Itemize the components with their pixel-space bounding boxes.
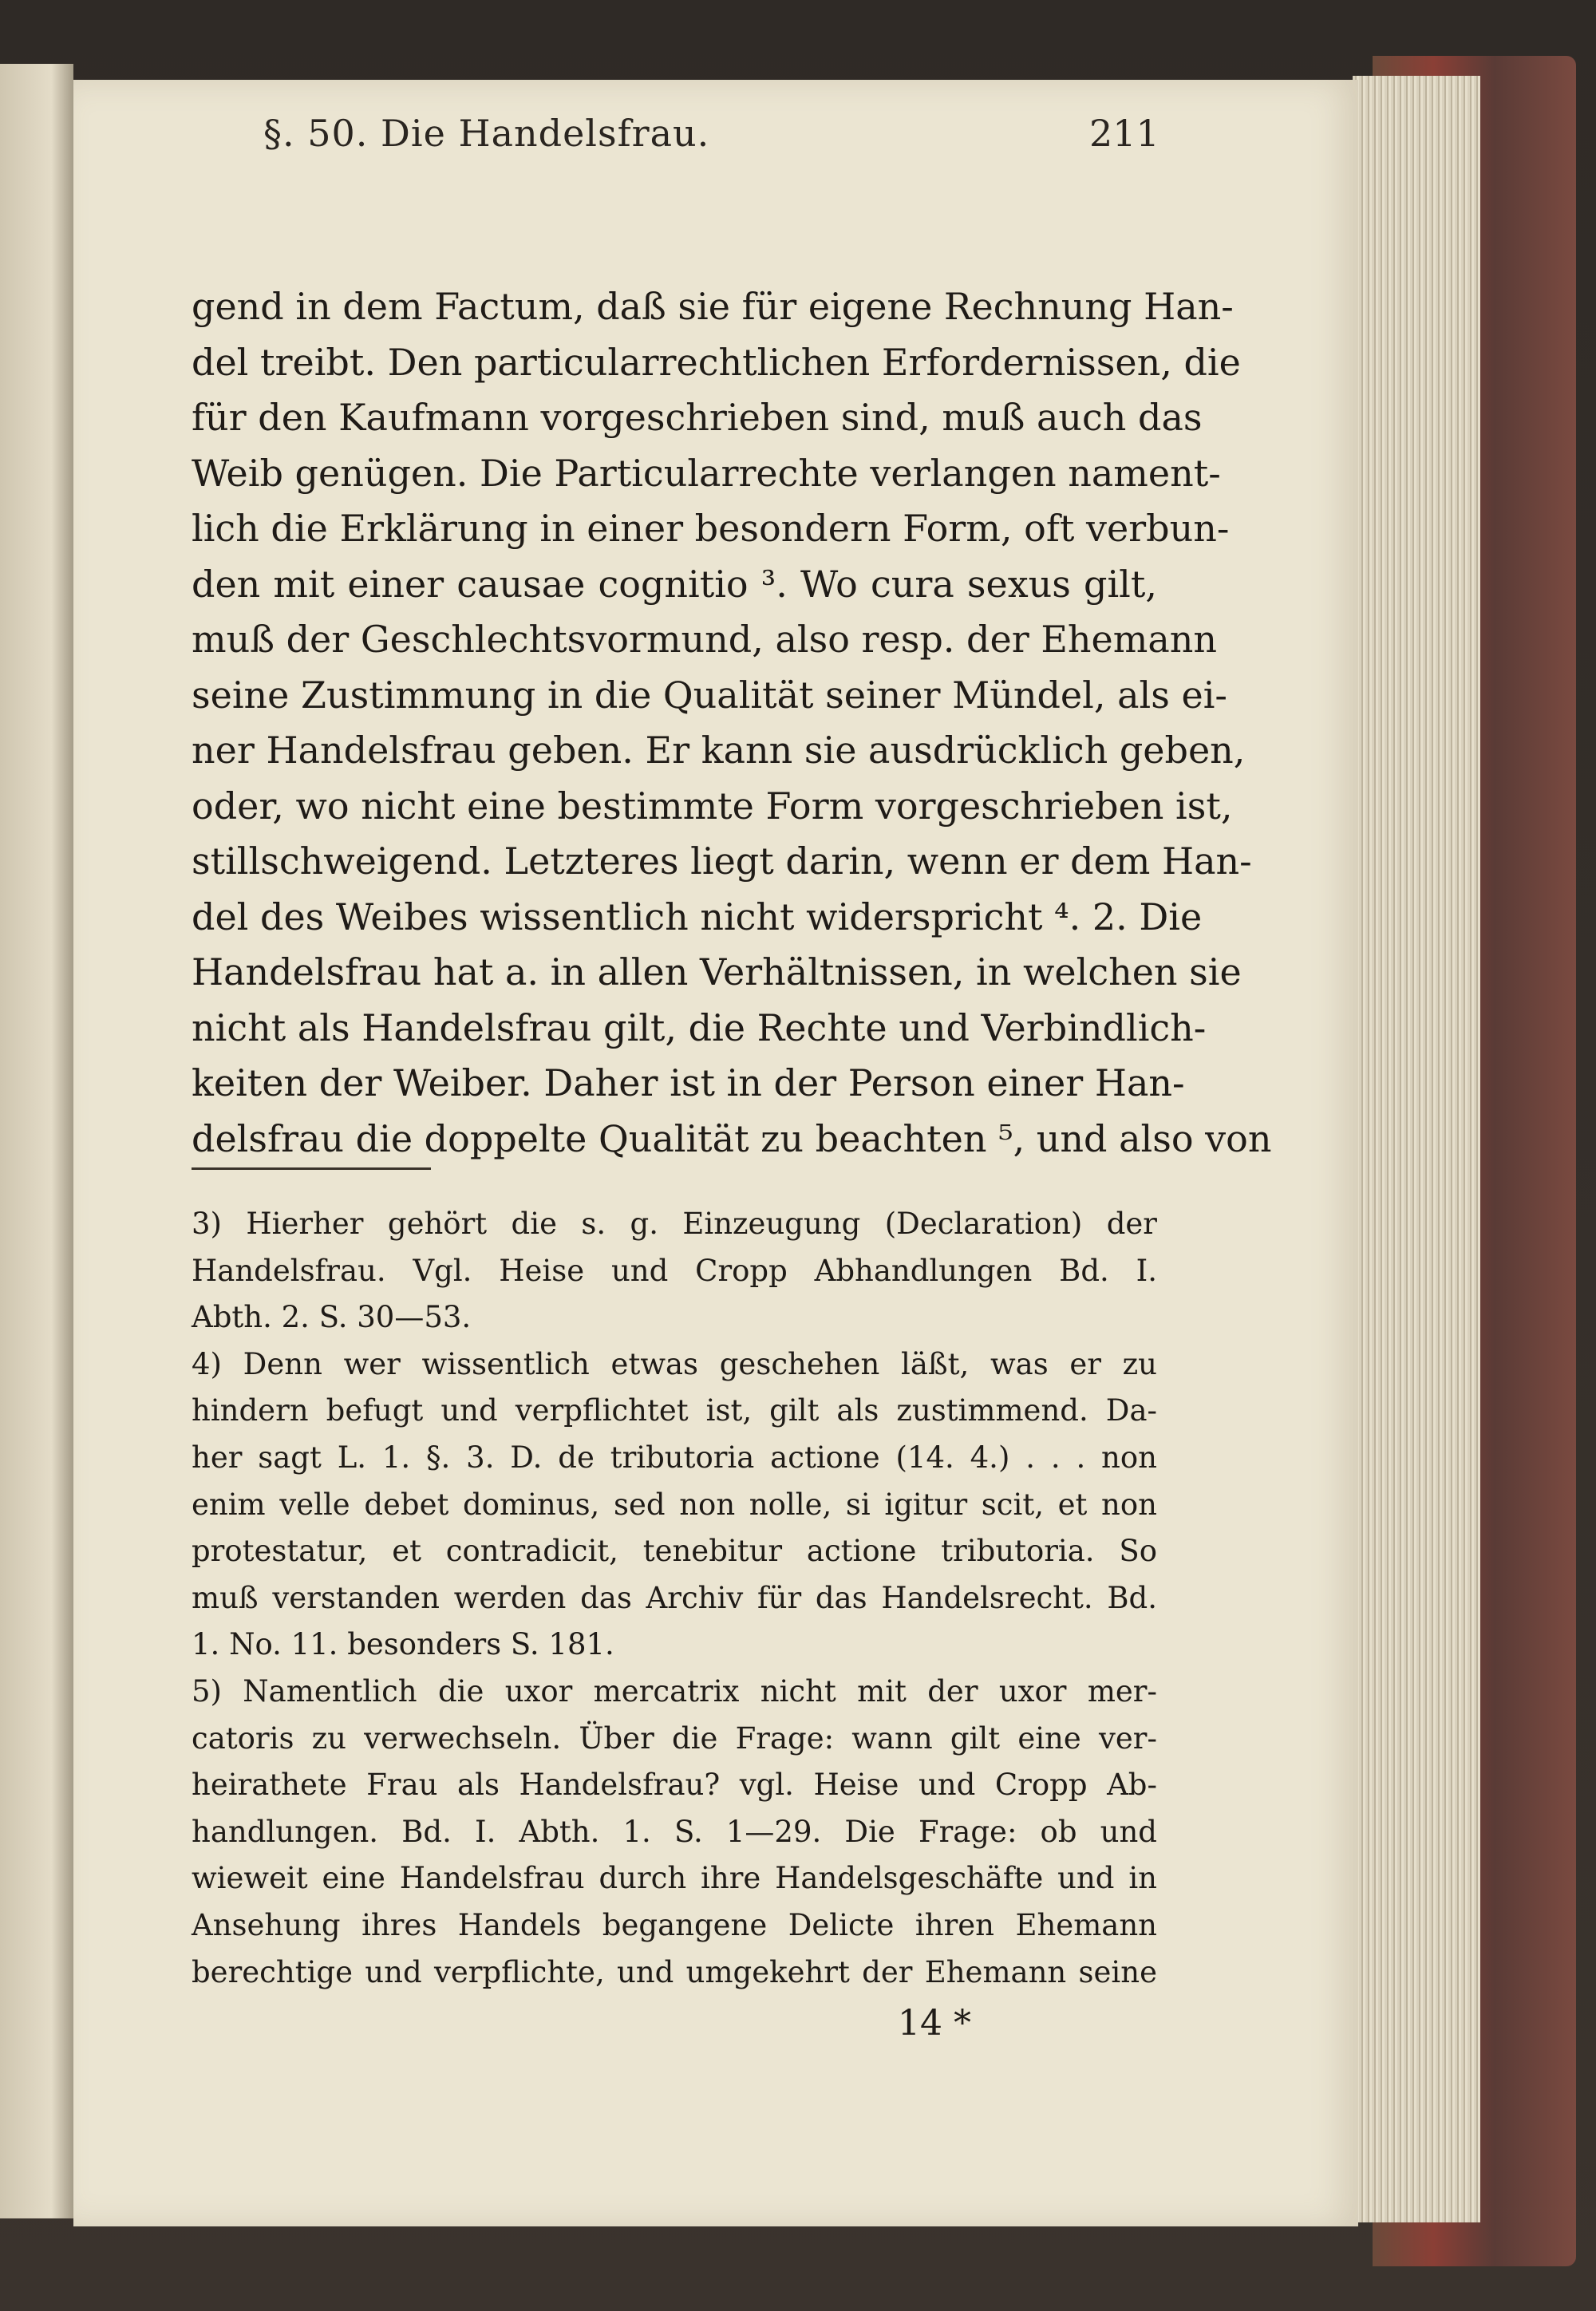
footnote-line: Handelsfrau. Vgl. Heise und Cropp Abhandlungen Bd. I.: [192, 1253, 1157, 1288]
footnote-line: 5) Namentlich die uxor mercatrix nicht mit der uxor mer-: [192, 1673, 1157, 1709]
footnote-line: hindern befugt und verpflichtet ist, gilt als zustimmend. Da-: [192, 1393, 1157, 1428]
footnote-line: 4) Denn wer wissentlich etwas geschehen läßt, was er zu: [192, 1346, 1157, 1381]
body-text: [192, 279, 1272, 1167]
body-line: del des Weibes wissentlich nicht widerspricht ⁴. 2. Die: [192, 895, 1203, 938]
body-line: delsfrau die doppelte Qualität zu beachten ⁵, und also von: [192, 1116, 1272, 1160]
body-line: stillschweigend. Letzteres liegt darin, wenn er dem Han-: [192, 839, 1252, 883]
footnote-line: heirathete Frau als Handelsfrau? vgl. Heise und Cropp Ab-: [192, 1768, 1157, 1803]
body-line: den mit einer causae cognitio ³. Wo cura sexus gilt,: [192, 562, 1157, 606]
body-line: lich die Erklärung in einer besondern Form, oft verbun-: [192, 507, 1230, 550]
running-head: §. 50. Die Handelsfrau.: [263, 112, 710, 155]
facing-page-edge: [0, 64, 73, 2218]
footnote-line: enim velle debet dominus, sed non nolle, si igitur scit, et non: [192, 1487, 1157, 1522]
footnotes: [192, 1201, 1157, 1996]
footnote-line: catoris zu verwechseln. Über die Frage: wann gilt eine ver-: [192, 1720, 1157, 1756]
body-line: Weib genügen. Die Particularrechte verlangen nament-: [192, 451, 1221, 495]
body-line: Handelsfrau hat a. in allen Verhältnissen, in welchen sie: [192, 950, 1242, 994]
page-edges: [1353, 76, 1480, 2222]
footnote-rule: [192, 1167, 431, 1170]
body-line: keiten der Weiber. Daher ist in der Person einer Han-: [192, 1061, 1185, 1104]
footnote-line: wieweit eine Handelsfrau durch ihre Handelsgeschäfte und in: [192, 1861, 1157, 1896]
body-line: muß der Geschlechtsvormund, also resp. der Ehemann: [192, 618, 1218, 661]
footnote-line: protestatur, et contradicit, tenebitur actione tributoria. So: [192, 1534, 1157, 1569]
footnote-line: berechtige und verpflichte, und umgekehrt der Ehemann seine: [192, 1954, 1157, 1989]
footnote-line: Abth. 2. S. 30—53.: [192, 1300, 472, 1335]
body-line: seine Zustimmung in die Qualität seiner Mündel, als ei-: [192, 673, 1227, 717]
body-line: del treibt. Den particularrechtlichen Erfordernissen, die: [192, 340, 1241, 384]
footnote-line: handlungen. Bd. I. Abth. 1. S. 1—29. Die Frage: ob und: [192, 1814, 1157, 1849]
footnote-line: Ansehung ihres Handels begangene Delicte ihren Ehemann: [192, 1907, 1157, 1942]
footnote-line: 3) Hierher gehört die s. g. Einzeugung (Declaration) der: [192, 1207, 1157, 1241]
body-line: gend in dem Factum, daß sie für eigene Rechnung Han-: [192, 285, 1234, 328]
footnote-line: her sagt L. 1. §. 3. D. de tributoria actione (14. 4.) . . . non: [192, 1440, 1157, 1475]
body-line: nicht als Handelsfrau gilt, die Rechte und Verbindlich-: [192, 1005, 1207, 1049]
signature-mark: 14 *: [898, 2003, 971, 2044]
body-line: ner Handelsfrau geben. Er kann sie ausdrücklich geben,: [192, 729, 1246, 772]
footnote-line: 1. No. 11. besonders S. 181.: [192, 1627, 614, 1662]
page-number: 211: [1089, 112, 1159, 155]
body-line: oder, wo nicht eine bestimmte Form vorgeschrieben ist,: [192, 784, 1233, 828]
body-line: für den Kaufmann vorgeschrieben sind, muß auch das: [192, 396, 1203, 439]
footnote-line: muß verstanden werden das Archiv für das Handelsrecht. Bd.: [192, 1580, 1157, 1615]
